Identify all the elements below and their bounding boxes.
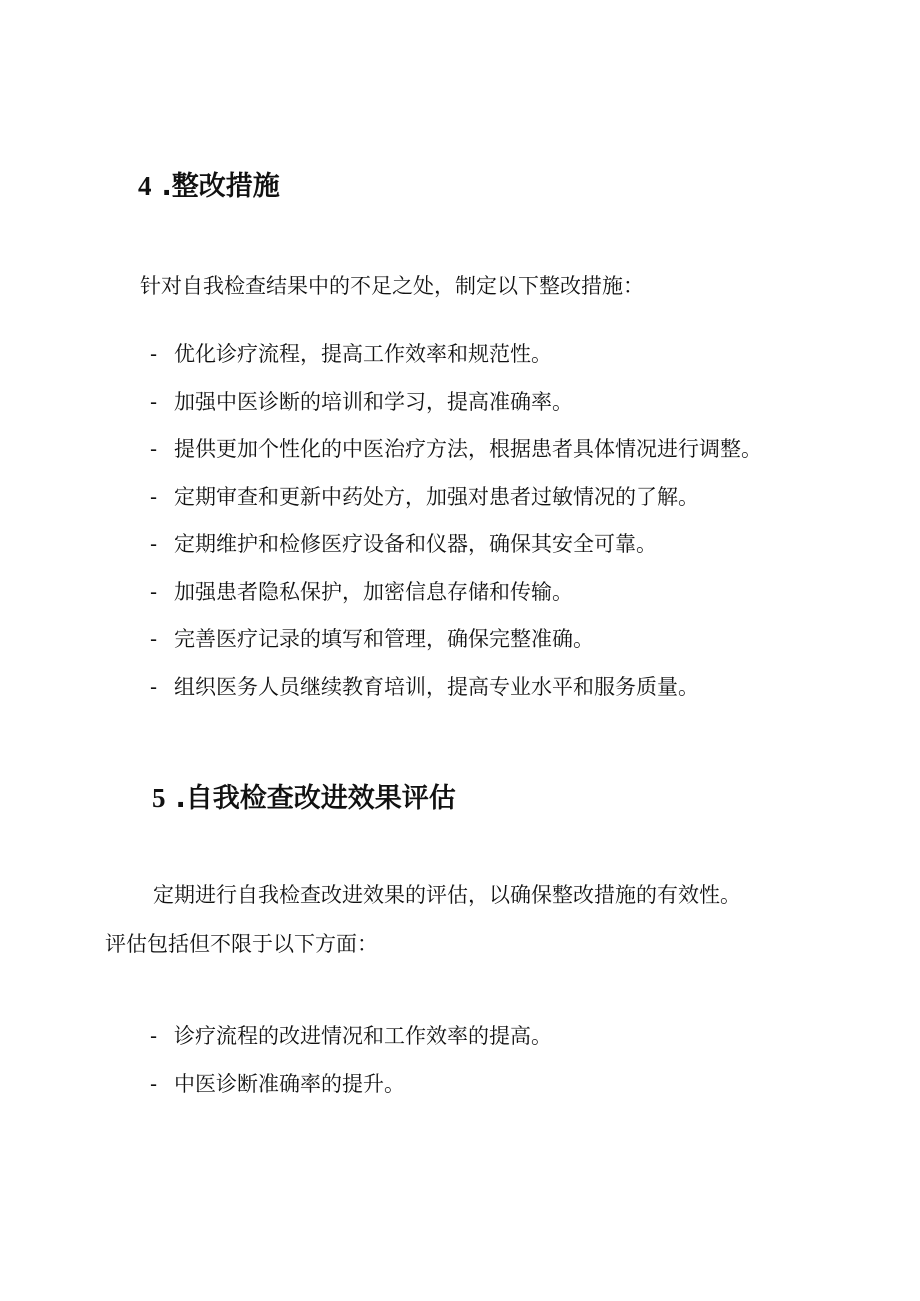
list-item-text: 定期审查和更新中药处方，加强对患者过敏情况的了解。: [174, 484, 699, 509]
section-5-number: 5: [152, 783, 166, 813]
list-item-text: 诊疗流程的改进情况和工作效率的提高。: [174, 1024, 552, 1048]
list-item-text: 加强中医诊断的培训和学习，提高准确率。: [174, 389, 573, 414]
list-item-text: 优化诊疗流程，提高工作效率和规范性。: [174, 342, 552, 366]
list-item: [150, 387, 762, 435]
list-dash: -: [150, 579, 158, 604]
list-item-text: 组织医务人员继续教育培训，提高专业水平和服务质量。: [174, 674, 699, 699]
list-dash: -: [150, 627, 158, 651]
list-item-text: 完善医疗记录的填写和管理，确保完整准确。: [174, 627, 594, 651]
list-item: [150, 529, 762, 577]
section-4-heading: [138, 168, 280, 205]
list-dash: -: [150, 1071, 158, 1096]
list-dash: -: [150, 674, 158, 699]
section-5-title: .自我检查改进效果评估: [175, 783, 456, 814]
list-item: [150, 1021, 552, 1069]
list-item: [150, 577, 762, 625]
list-dash: -: [150, 532, 158, 556]
list-item: [150, 482, 762, 530]
list-dash: -: [150, 484, 158, 509]
list-dash: -: [150, 437, 158, 461]
list-item-text: 加强患者隐私保护，加密信息存储和传输。: [174, 579, 573, 604]
list-item: [150, 1069, 552, 1117]
list-item-text: 定期维护和检修医疗设备和仪器，确保其安全可靠。: [174, 532, 657, 556]
section-5-intro-line-1: 定期进行自我检查改进效果的评估，以确保整改措施的有效性。: [153, 883, 741, 907]
section-4-list: [150, 339, 762, 719]
list-dash: -: [150, 389, 158, 414]
list-dash: -: [150, 1024, 158, 1048]
section-4-title: .整改措施: [161, 171, 280, 202]
section-4-number: 4: [138, 171, 152, 201]
section-5-intro-line-2: 评估包括但不限于以下方面：: [105, 932, 378, 956]
list-item: [150, 339, 762, 387]
list-item: [150, 624, 762, 672]
section-5-heading: [152, 780, 456, 817]
list-item: [150, 434, 762, 482]
list-dash: -: [150, 342, 158, 366]
list-item: [150, 672, 762, 720]
section-5-list: [150, 1021, 552, 1116]
list-item-text: 中医诊断准确率的提升。: [174, 1071, 405, 1096]
list-item-text: 提供更加个性化的中医治疗方法，根据患者具体情况进行调整。: [174, 437, 762, 461]
section-4-intro: 针对自我检查结果中的不足之处，制定以下整改措施：: [140, 274, 644, 298]
